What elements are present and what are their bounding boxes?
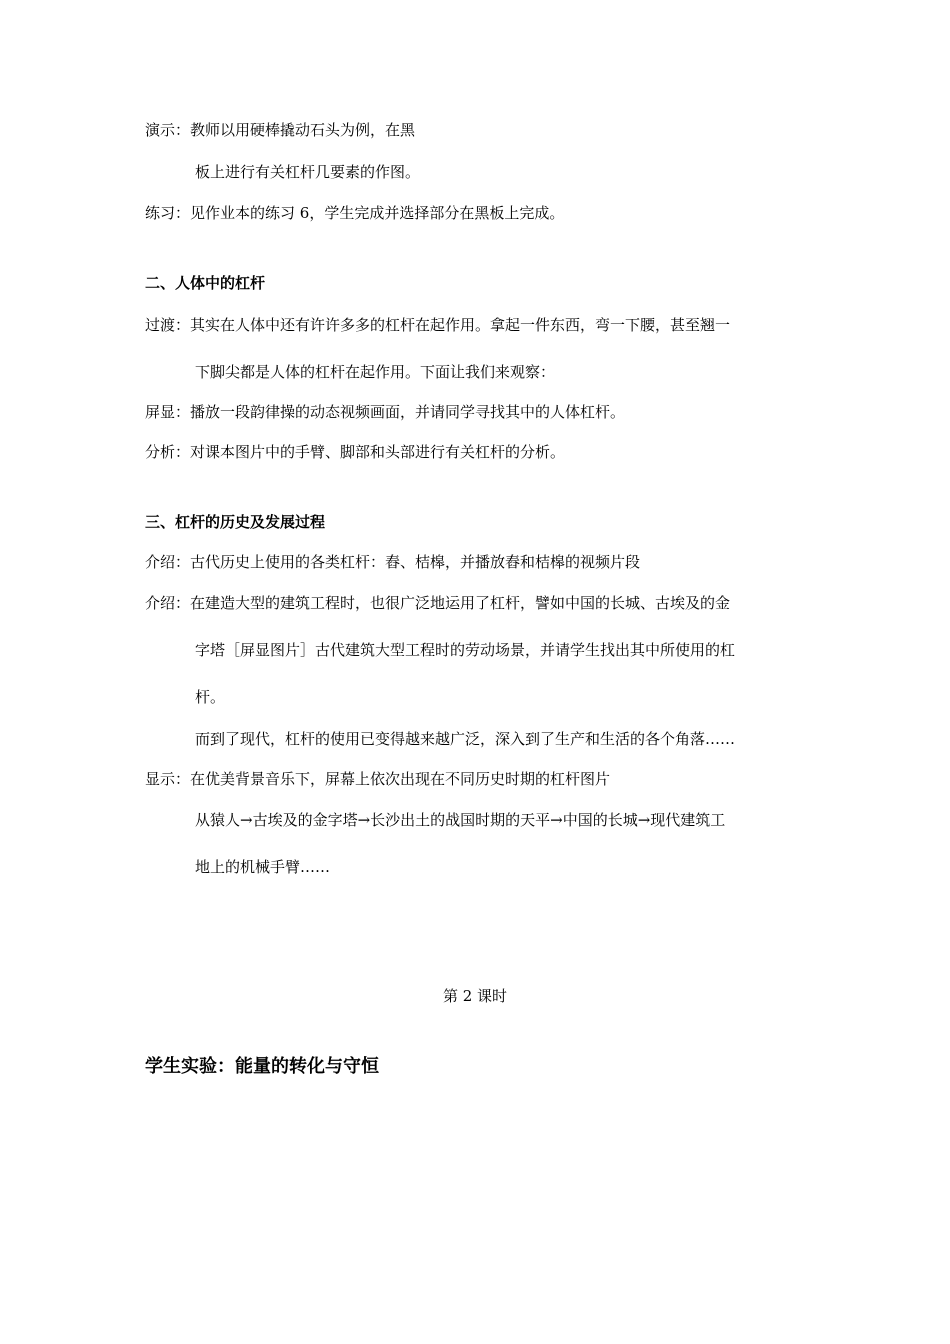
- display-line-1: 显示：在优美背景音乐下，屏幕上依次出现在不同历史时期的杠杆图片: [145, 770, 611, 788]
- intro-line-1: 介绍：古代历史上使用的各类杠杆：舂、桔槔，并播放舂和桔槔的视频片段: [145, 553, 641, 571]
- analysis-line: 分析：对课本图片中的手臂、脚部和头部进行有关杠杆的分析。: [145, 443, 566, 461]
- demo-line-1: 演示：教师以用硬棒撬动石头为例，在黑: [145, 121, 416, 139]
- intro-line-2b: 字塔［屏显图片］古代建筑大型工程时的劳动场景，并请学生找出其中所使用的杠: [195, 641, 736, 659]
- demo-line-2: 板上进行有关杠杆几要素的作图。: [195, 163, 421, 181]
- section-3-heading: 三、杠杆的历史及发展过程: [145, 513, 326, 531]
- lesson-2-label: 第 2 课时: [442, 987, 508, 1005]
- section-2-heading: 二、人体中的杠杆: [145, 274, 266, 292]
- practice-line: 练习：见作业本的练习 6，学生完成并选择部分在黑板上完成。: [145, 204, 565, 222]
- transition-line-1: 过渡：其实在人体中还有许许多多的杠杆在起作用。拿起一件东西，弯一下腰，甚至翘一: [145, 316, 731, 334]
- display-line-3: 地上的机械手臂……: [195, 858, 331, 876]
- intro-line-2c: 杆。: [195, 688, 226, 706]
- screen-show-line: 屏显：播放一段韵律操的动态视频画面，并请同学寻找其中的人体杠杆。: [145, 403, 626, 421]
- modern-line: 而到了现代，杠杆的使用已变得越来越广泛，深入到了生产和生活的各个角落……: [195, 730, 736, 748]
- experiment-title: 学生实验：能量的转化与守恒: [145, 1056, 379, 1077]
- display-line-2: 从猿人→古埃及的金字塔→长沙出土的战国时期的天平→中国的长城→现代建筑工: [195, 811, 726, 829]
- intro-line-2a: 介绍：在建造大型的建筑工程时，也很广泛地运用了杠杆，譬如中国的长城、古埃及的金: [145, 594, 731, 612]
- transition-line-2: 下脚尖都是人体的杠杆在起作用。下面让我们来观察：: [195, 363, 556, 381]
